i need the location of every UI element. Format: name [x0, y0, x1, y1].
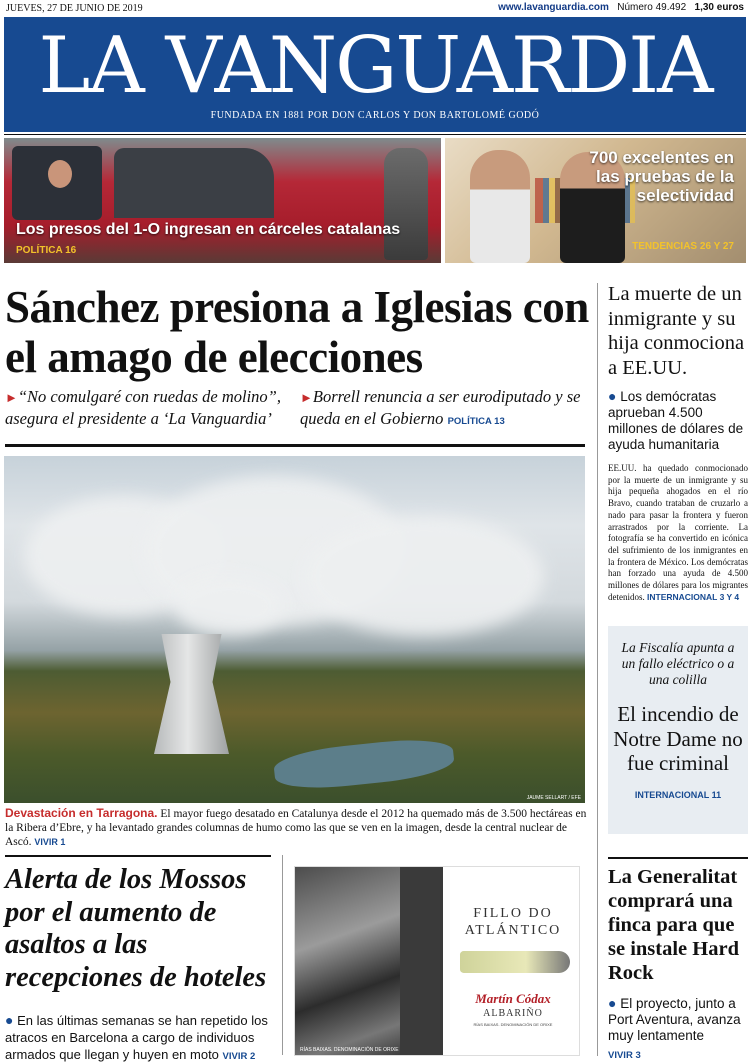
- sidebar-story-notre-dame: [608, 626, 748, 834]
- sidebar-headline[interactable]: El incendio de Notre Dame no fue criminal: [613, 702, 743, 775]
- wine-advertisement[interactable]: [294, 866, 580, 1056]
- mossos-summary: ● En las últimas semanas se han repetido los atracos en Barcelona a cargo de individuos armados que llegan y huyen en moto VIVIR 2: [5, 1012, 268, 1062]
- ad-slogan: FILLO DO ATLÁNTICO: [464, 906, 562, 938]
- student-image: [470, 150, 530, 263]
- cooling-tower-image: [154, 634, 229, 754]
- promo-headline: 700 excelentes en las pruebas de la selectividad: [589, 148, 734, 205]
- price: 1,30 euros: [694, 2, 744, 13]
- promo-section-tag: TENDENCIAS 26 Y 27: [632, 241, 734, 252]
- cameraman-image: [384, 148, 428, 260]
- bullet-icon: ●: [608, 995, 617, 1011]
- promo-section-tag: POLÍTICA 16: [16, 245, 77, 256]
- section-tag[interactable]: VIVIR 2: [222, 1051, 256, 1062]
- caption-text: El mayor fuego desatado en Catalunya desde el 2012 ha quemado más de 3.500 hectáreas en la Ribera d’Ebre, y ha levantado grandes columnas de humo como las que se ven en la imagen, desde la central nuclear de Ascó.: [5, 808, 587, 848]
- bullet-icon: ●: [608, 388, 617, 404]
- ad-variety: ALBARIÑO: [483, 1008, 543, 1019]
- river-image: [272, 735, 455, 794]
- divider: [608, 857, 748, 859]
- wine-bottle-image: [460, 951, 570, 973]
- arrow-icon: ►: [300, 390, 313, 405]
- ad-brand: Martín Códax: [475, 991, 551, 1006]
- website-link[interactable]: www.lavanguardia.com: [498, 2, 609, 13]
- rock-image: [400, 867, 443, 1056]
- sidebar-story-migrants: [608, 282, 748, 603]
- coast-photo: [295, 867, 443, 1056]
- sidebar-body: EE.UU. ha quedado conmocionado por la muerte de un inmigrante y su hija pequeña ahogados en el río Bravo, cuando trataban de cruzarlo a nado para pasar la frontera y fueron arrastrados por la corriente. La fotografía se ha convertido en icónica del sufrimiento de los inmigrantes en la frontera de México. Los demócratas han forzado una ayuda de 4.500 millones de dólares para los migrantes detenidos. INTERNACIONAL 3 Y 4: [608, 463, 748, 602]
- bullet-icon: ●: [5, 1012, 14, 1028]
- sidebar-subhead: ● Los demócratas aprueban 4.500 millones de dólares de ayuda humanitaria: [608, 388, 744, 452]
- ad-fine-print: RÍAS BAIXAS. DENOMINACIÓN DE ORIXE: [300, 1047, 399, 1053]
- promo-prisoners[interactable]: [4, 138, 441, 263]
- divider: [5, 855, 271, 857]
- section-tag[interactable]: VIVIR 3: [608, 1050, 641, 1061]
- main-subhead-1: ►“No comulgaré con ruedas de molino”, asegura el presidente a ‘La Vanguardia’: [5, 387, 281, 428]
- mossos-headline[interactable]: Alerta de los Mossos por el aumento de asaltos a las recepciones de hoteles: [5, 864, 267, 993]
- man-in-car-image: [48, 160, 72, 188]
- sidebar-headline[interactable]: La Generalitat comprará una finca para que se instale Hard Rock: [608, 866, 739, 984]
- divider: [5, 444, 585, 447]
- wildfire-photo: [4, 456, 585, 803]
- car-side-image: [114, 148, 274, 218]
- divider: [597, 283, 598, 1056]
- ad-denomination: RÍAS BAIXAS. DENOMINACIÓN DE ORIXE: [473, 1022, 553, 1027]
- section-tag[interactable]: INTERNACIONAL 11: [634, 789, 722, 800]
- newspaper-logo: LA VANGUARDIA: [38, 21, 712, 111]
- masthead: [4, 17, 746, 132]
- promo-headline: Los presos del 1-O ingresan en cárceles catalanas: [16, 221, 401, 238]
- issue-number: Número 49.492: [617, 2, 687, 13]
- photo-caption: [5, 806, 590, 849]
- masthead-tagline: FUNDADA EN 1881 POR DON CARLOS Y DON BARTOLOMÉ GODÓ: [210, 110, 540, 121]
- top-bar-right: [498, 2, 744, 13]
- section-tag[interactable]: VIVIR 1: [34, 837, 66, 847]
- divider: [282, 855, 283, 1055]
- photo-credit: JAUME SELLART / EFE: [526, 795, 581, 801]
- sidebar-headline[interactable]: La muerte de un inmigrante y su hija conmociona a EE.UU.: [608, 283, 745, 379]
- arrow-icon: ►: [5, 390, 18, 405]
- sidebar-story-hard-rock: [608, 865, 748, 1061]
- caption-lead: Devastación en Tarragona.: [5, 806, 158, 820]
- sidebar-subhead: ● El proyecto, junto a Port Aventura, avanza muy lentamente: [608, 995, 741, 1043]
- section-tag[interactable]: INTERNACIONAL 3 Y 4: [647, 591, 740, 602]
- main-headline[interactable]: Sánchez presiona a Iglesias con el amago de elecciones: [5, 282, 589, 382]
- section-tag[interactable]: POLÍTICA 13: [447, 416, 505, 427]
- promo-selectividad[interactable]: [445, 138, 746, 263]
- issue-date: JUEVES, 27 DE JUNIO DE 2019: [6, 3, 143, 14]
- main-subhead-2: ►Borrell renuncia a ser eurodiputado y se queda en el Gobierno POLÍTICA 13: [300, 387, 581, 428]
- top-bar: [0, 0, 750, 16]
- sidebar-kicker: La Fiscalía apunta a un fallo eléctrico o a una colilla: [621, 640, 735, 687]
